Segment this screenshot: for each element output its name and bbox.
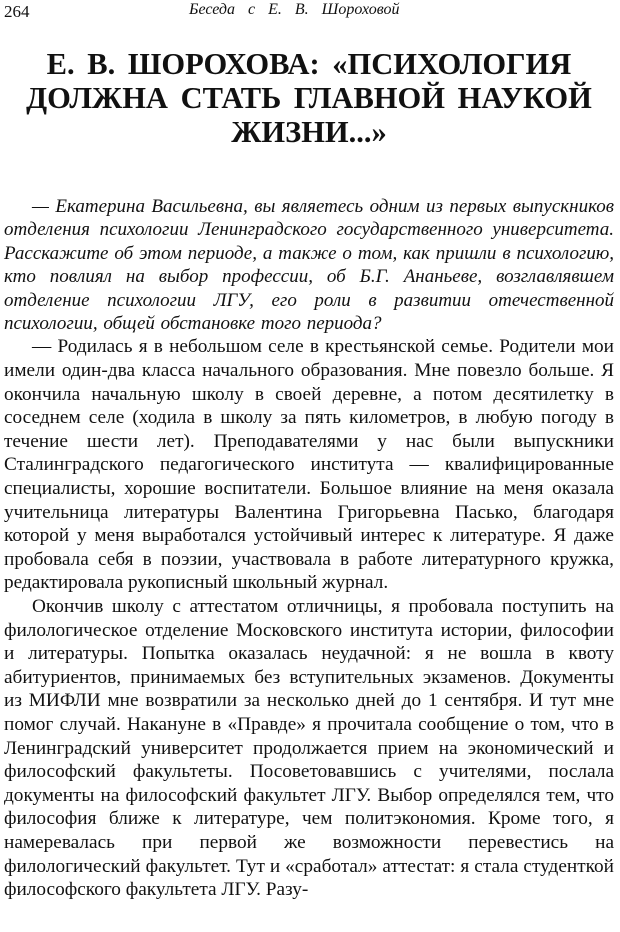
book-page (4, 0, 614, 932)
running-head (4, 0, 614, 30)
interview-question: — Екатерина Васильевна, вы являетесь одним из первых выпускников отделения психологии Ленинградского государственного университета. Расскажите об этом периоде, а также о том, как пришли в психологию, кто повлиял на выбор профессии, об Б.Г. Ананьеве, возглавлявшем отделение психологии ЛГУ, его роли в развитии отечественной психологии, общей обстановке того периода? (4, 196, 614, 335)
answer-paragraph-2: Окончив школу с аттестатом отличницы, я пробовала поступить на филологическое отделение Московского института истории, философии и литературы. Попытка оказалась неудачной: я не вошла в квоту абитуриентов, принимаемых без вступительных экзаменов. Документы из МИФЛИ мне возвратили за несколько дней до 1 сентября. И тут мне помог случай. Накануне в «Правде» я прочитала сообщение о том, что в Ленинградский университет продолжается прием на экономический и философский факультеты. Посоветовавшись с учителями, послала документы на философский факультет ЛГУ. Выбор определялся тем, что философия ближе к литературе, чем политэкономия. Кроме того, я намеревалась при первой же возможности перевестись на филологический факультет. Тут и «сработал» аттестат: я стала студенткой философского факультета ЛГУ. Разу- (4, 595, 614, 901)
running-head-title: Беседа с Е. В. Шороховой (189, 1, 400, 18)
article-title: Е. В. ШОРОХОВА: «ПСИХОЛОГИЯ ДОЛЖНА СТАТЬ ГЛАВНОЙ НАУКОЙ ЖИЗНИ...» (26, 47, 592, 149)
page-number: 264 (4, 2, 30, 21)
answer-paragraph-1: — Родилась я в небольшом селе в крестьянской семье. Родители мои имели один-два класса начального образования. Мне повезло больше. Я окончила начальную школу в своей деревне, а потом десятилетку в соседнем селе (ходила в школу за пять километров, в любую погоду в течение шести лет). Преподавателями у нас были выпускники Сталинградского педагогического института — квалифицированные специалисты, хорошие воспитатели. Большое влияние на меня оказала учительница литературы Валентина Григорьевна Пасько, благодаря которой у меня выработался устойчивый интерес к литературе. Я даже пробовала себя в поэзии, участвовала в работе литературного кружка, редактировала рукописный школьный журнал. (4, 336, 614, 594)
